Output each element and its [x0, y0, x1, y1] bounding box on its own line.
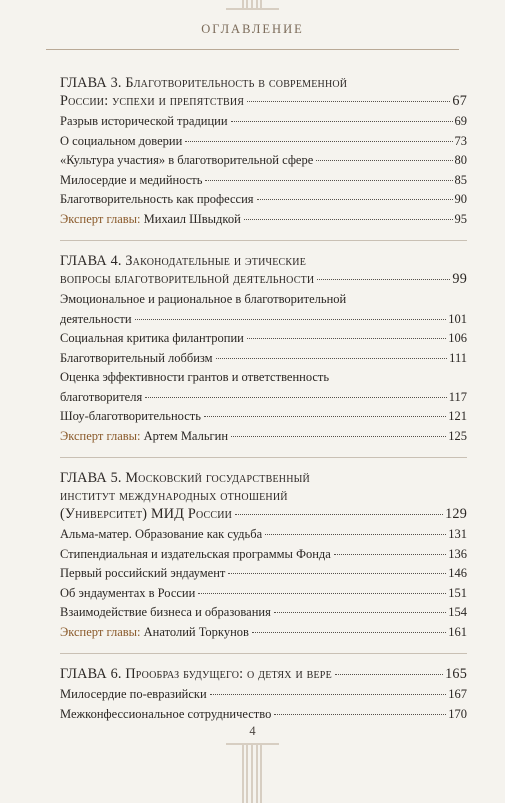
toc-entry[interactable] [60, 112, 467, 132]
toc-entry[interactable] [60, 171, 467, 191]
toc-entry[interactable] [60, 564, 467, 584]
page-number: 121 [448, 409, 467, 423]
page-number: 131 [448, 527, 467, 541]
dot-leader [231, 436, 446, 437]
chapter-title: институт международных отношений [60, 488, 288, 504]
page-number: 85 [454, 172, 467, 187]
entry-title: Оценка эффективности грантов и ответственность [60, 370, 330, 384]
dot-leader [252, 632, 446, 633]
chapter-divider [60, 653, 467, 654]
toc-entry[interactable] [60, 329, 467, 349]
expert-name: Артем Мальгин [140, 428, 229, 443]
page-number: 154 [448, 605, 467, 619]
chapter-3 [60, 74, 467, 229]
page-number: 80 [454, 153, 467, 167]
chapter-title: ГЛАВА 5. Московский государственный [60, 470, 310, 486]
toc-entry[interactable] [60, 705, 467, 725]
toc-entry[interactable] [60, 190, 467, 210]
dot-leader [316, 160, 452, 161]
dot-leader [244, 219, 453, 220]
page-number-footer: 4 [249, 724, 256, 738]
page-number: 95 [454, 211, 467, 226]
entry-title: Милосердие и медийность [60, 172, 203, 187]
page-number: 170 [448, 706, 467, 721]
chapter-title: (Университет) МИД России [60, 506, 233, 522]
chapter-4 [60, 252, 467, 446]
entry-title: Благотворительность как профессия [60, 192, 254, 206]
page-number: 101 [448, 311, 467, 326]
expert-label: Эксперт главы: [60, 428, 141, 443]
entry-title: Социальная критика филантропии [60, 331, 244, 345]
page-number: 111 [449, 350, 467, 365]
toc-entry-expert[interactable] [60, 210, 467, 230]
table-of-contents [60, 74, 467, 735]
chapter-title: ГЛАВА 3. Благотворительность в современной [60, 75, 348, 91]
entry-title: Альма-матер. Образование как судьба [60, 527, 263, 541]
chapter-6 [60, 665, 467, 724]
page-number: 90 [454, 192, 467, 206]
dot-leader [145, 397, 447, 398]
dot-leader [257, 199, 453, 200]
chapter-title: России: успехи и препятствия [60, 93, 245, 109]
page-number: 125 [448, 428, 467, 443]
toc-entry[interactable] [60, 151, 467, 171]
page-number: 106 [448, 331, 467, 345]
page-number: 151 [448, 585, 467, 600]
entry-title: Взаимодействие бизнеса и образования [60, 605, 271, 619]
dot-leader [247, 101, 450, 102]
entry-title: Благотворительный лоббизм [60, 350, 213, 365]
dot-leader [204, 416, 446, 417]
expert-name: Анатолий Торкунов [140, 624, 249, 639]
page-number: 161 [448, 624, 467, 639]
page-number: 73 [454, 133, 467, 148]
entry-title: Разрыв исторической традиции [60, 114, 228, 128]
chapter-divider [60, 457, 467, 458]
page-number: 69 [454, 114, 467, 128]
entry-title: О социальном доверии [60, 133, 183, 148]
dot-leader [228, 573, 446, 574]
footer-ornament-icon [0, 740, 505, 803]
chapter-5 [60, 469, 467, 642]
entry-title: Шоу-благотворительность [60, 409, 201, 423]
dot-leader [235, 514, 443, 515]
dot-leader [274, 714, 446, 715]
header-divider [46, 49, 459, 50]
dot-leader [335, 674, 443, 675]
page-number: 146 [448, 566, 467, 580]
page-number: 136 [448, 546, 467, 561]
dot-leader [334, 554, 446, 555]
dot-leader [205, 180, 452, 181]
entry-title: Милосердие по-евразийски [60, 687, 207, 701]
toc-entry[interactable] [60, 310, 467, 330]
toc-entry-expert[interactable] [60, 623, 467, 643]
chapter-title-row[interactable] [60, 92, 467, 110]
dot-leader [317, 279, 450, 280]
page-number: 129 [445, 506, 467, 522]
toc-entry[interactable] [60, 603, 467, 623]
expert-label: Эксперт главы: [60, 624, 141, 639]
entry-title: деятельности [60, 311, 132, 326]
page-number: 67 [452, 93, 467, 109]
dot-leader [216, 358, 448, 359]
entry-title: «Культура участия» в благотворительной сфере [60, 153, 314, 167]
expert-label: Эксперт главы: [60, 211, 141, 226]
chapter-title-row[interactable] [60, 665, 467, 683]
entry-title: Эмоциональное и рациональное в благотворительной [60, 292, 347, 306]
toc-entry[interactable] [60, 685, 467, 705]
entry-title: Стипендиальная и издательская программы Фонда [60, 546, 331, 561]
dot-leader [198, 593, 446, 594]
entry-title: Об эндаументах в России [60, 585, 196, 600]
toc-entry[interactable] [60, 407, 467, 427]
expert-name: Михаил Швыдкой [140, 211, 241, 226]
toc-entry[interactable] [60, 388, 467, 408]
dot-leader [274, 612, 446, 613]
page-header-title: ОГЛАВЛЕНИЕ [201, 22, 304, 36]
chapter-divider [60, 240, 467, 241]
toc-entry[interactable] [60, 584, 467, 604]
page-number: 167 [448, 687, 467, 701]
chapter-title-row[interactable] [60, 270, 467, 288]
page-number: 117 [448, 389, 467, 404]
toc-entry[interactable] [60, 349, 467, 369]
dot-leader [135, 319, 447, 320]
toc-entry-expert[interactable] [60, 427, 467, 447]
dot-leader [185, 141, 452, 142]
toc-entry[interactable] [60, 545, 467, 565]
chapter-title-row[interactable] [60, 505, 467, 523]
dot-leader [247, 338, 446, 339]
chapter-title: ГЛАВА 6. Прообраз будущего: о детях и вере [60, 666, 332, 682]
dot-leader [231, 121, 453, 122]
entry-title: благотворителя [60, 389, 143, 404]
toc-entry[interactable] [60, 525, 467, 545]
page-number: 99 [452, 271, 467, 287]
chapter-title: ГЛАВА 4. Законодательные и этические [60, 253, 307, 269]
toc-entry[interactable] [60, 132, 467, 152]
entry-title: Первый российский эндаумент [60, 566, 226, 580]
dot-leader [265, 534, 446, 535]
dot-leader [210, 694, 447, 695]
chapter-title: вопросы благотворительной деятельности [60, 271, 315, 287]
entry-title: Межконфессиональное сотрудничество [60, 706, 272, 721]
page-number: 165 [445, 666, 467, 682]
